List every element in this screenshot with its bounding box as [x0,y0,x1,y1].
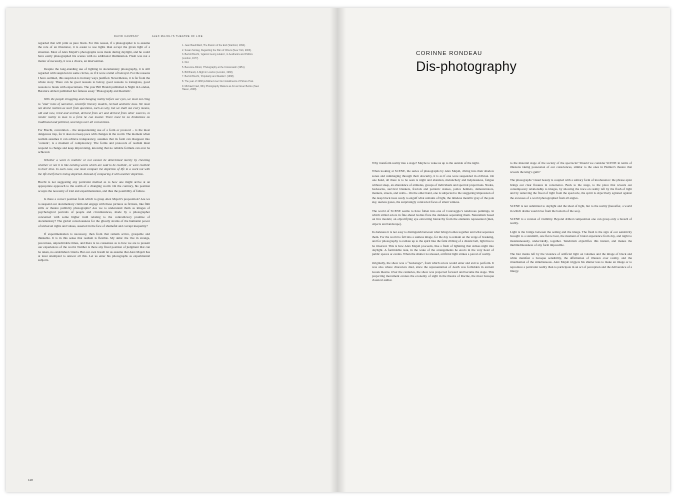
endnotes [182,44,262,93]
paragraph: The world of SCENE seems to have fallen into one of Caravaggio’s tenebrous paintings, in which stilled actors in fine ahead bodies flare the darkness separating them. Naturalism based on live models; an objectifying eye extracting hierarchy from the elements represented (men, objects and landscape). [372,208,494,226]
endnote: 4. Ibid. [182,61,190,65]
page-number: 118 [28,478,33,482]
right-column-1 [372,161,494,287]
paragraph: SCENE is not submitted to daylight and the ideal of light, but to the reality (hereafter, a world in which drama would rise from the bottom of the sea). [510,204,632,213]
paragraph: The photographs’ visual beauty is coupled with a subtary form of incoherence: the phrase aplar brings out clear fissures in conscience. Back to the stage, to the place that reveals our contemporary relationship to images, by showing the trace on reality left by the flash of light and by removing the flood of light from the spectacle, the spirit is objectively agitated against the excesses of a world photographed from all angles. [510,178,632,200]
paragraph: to the material stage of the society of the spectacle? Should we consider SCENE in terms of illusions taking possession of our consciences, similar to the ones in Hamlet’s theatre that reveals the king’s guilt? [510,161,632,174]
endnote: 7. Bertolt Brecht, ‘Popularity and Realism’ (1938). [182,75,235,79]
paragraph: In darkness it is not easy to distinguish between what brings bodies together and what separates them. For the world to fall into a sunless image, for the day to remain on the verge of breaking, and for photography to radiate up to the spirit like the faint ribbing of a distant bell, light has to be inverted. This is how Alex Majoli proceeds, like a flash of lightning that strikes night into daylight. A formidable task, in the wake of the arrangements he erects in the very heart of public spaces or events. When the shutter is released, artificial light strikes a parcel of reality. [372,230,494,257]
running-head-author: DAVID CAMPANY [114,35,139,38]
chapter-author: CORINNE RONDEAU [416,51,483,57]
paragraph: Why transform reality into a stage? Maybe to wake us up to the outside of the night. [372,161,480,165]
paragraph: Is there a correct position from which to grasp Alex Majoli’s proposition? Are we to suspend our documentary claim and engage with these pictures as fictions, like film stills or theatre publicity photographs? Are we to understand them as images of psychological portraits of people and circumstances, made by a photographer concerned with some higher truth relating to the contradictory promise of documentary? The global consciousness for the ghostly strains of the humanist power of universal rights and values, asserted in the face of shameful and corrupt inequality? [38,197,150,228]
endnote: 8. The year of 1938 published over four installments of Picture Post. [182,80,254,84]
paragraph: Light is the bridge between the setting and the image. The flash is the sign of our sensitivity brought to a standstill, one fierce beat, the moment of brutal experience from day, and night to instantaneously, undecidedly, together. Tenebrism objectifies this instant, and makes the multitudinousness of any form impossible. [510,229,632,248]
running-head [114,35,215,38]
paragraph: For Brecht, convention – the unquestioning use of a form or protocol – is the most dangerous trap, for it does not keep pace with changes in the world. The moment when realism assumes it can achieve transparency, assumes that its form can disappear into ‘content’, is a moment of complacency. The forms and protocols of realism must respond to change and keep improvising, knowing that no reliable formula can ever be achieved. [38,127,150,154]
block-quote: Whether a work is realistic or not cannot be determined merely by checking whether or not it is like existing works which are said to be realistic, or were realistic in their time. In each case, one must compare the depiction of life in a work not with the life itself that is being depicted. Instead of comparing it with another depiction. [38,158,150,176]
endnote: 3. Bertolt Brecht, ‘Against Georg Lukács’, in Aesthetics and Politics (London, 1977). [182,53,253,60]
endnote: 2. Susan Sontag, Regarding the Pain of Others (New York, 2003). [182,48,252,52]
left-main-column [38,41,150,267]
right-column-2 [510,161,632,278]
endnote: 1. Jean Baudrillard, The Illusion of the End (Stanford, 1994). [182,44,246,47]
paragraph: If experimentation is necessary, then from that remain active, graspable and thinkable. It is in this sense that realism is flexible. My aims: the live in strange, precarious, unpredictable times, and there is no consensus as to how we are to present our experiences of the world. Neither is there any fixed position of judgment that can be taken, no established criteria. But our own breath let us assume that Alex Majoli has at least attempted to answer all this. Let us enter his photographs as experimental subjects. [38,232,150,263]
endnote: 5. Berenice Abbott, ‘Photography at the Crossroads’ (1951). [182,66,246,70]
paragraph: When looking at SCENE, the series of photographs by Alex Majoli, diving into their shadow zones and rummaging through their obscurity, it is as if one were suspended in oblivion. On one hand, all there is to be seen is night and abandon, melancholy and helplessness, fatigue without sleep, an abundance of attitudes, groups of individuals and spectral projections. Nudes, backsacks, survival blankets, fractals and patriotic statues, police helmets, demonstrators, markets, streets, and walls... On the other hand, one is subjected to the staggering impression of the deep black trees ready to engulf what remains of light, the timeless metallic grey of the pale sky, useless gazes, the surprisingly contracted faces of silent witness. [372,169,494,205]
endnote: 9. Michael Fried, Why Photography Matters as Art as Never Before (New Haven, 2008). [182,84,259,92]
paragraph: Originally, the show was a “backstage”, from which actors would enter and exit to perform. It was also where characters died, since the representation of death was forbidden in ancient Greek theatre. Over the centuries, the show was projected forward and became the stage. This projecting movement evokes the economy of sight in the theatre of Racine, the most baroque classical author. [372,260,494,283]
running-head-essay: ALEX MAJOLI’S THEATRE OF LIFE [151,35,203,38]
block-quote: With the people struggling and changing reality before our eyes, we must not cling to ‘vital’ rules of narrative, scientific literary models, revived aesthetic laws. We must not devise realism as such from questions, such as why, but we shall use every means, old and new, tried and untried, derived from art and derived from other sources, to render reality to man in a form he can master. There must be no limitations on traditional and political, sovereign over all conventions. [38,97,150,124]
right-page [338,8,670,492]
paragraph: The blot marks left by the violence of artificial light on volumes and the image of black and white manifest a baroque sensibility, the affirmation of illusion over reality, and the ritualisation of the simultaneous. Alex Majoli triggers his shutter less to make an image or to reproduce a particular reality than to participate in an act of perception and the deliverance of a liturgy. [510,251,632,274]
left-page [6,8,338,492]
book-spread [6,8,670,492]
paragraph: Despite the long-standing use of lighting in documentary photography, it is still regarded with suspicion in some circles, as if it were a kind of betrayal. For the reasons I have outlined, this suspicion is in many ways justified. Nevertheless, it is far from the whole story. There can be good reasons to betray, good reasons to transgress, good reasons to break with expectations. The year Bill Brandt published A Night in London, Berenice Abbott published her famous essay ‘Photography and Realism’. [38,67,150,94]
paragraph: SCENE is a version of visibility. Beyond drilled composition one can grasp only a breach of reality. [510,217,632,226]
paragraph: regarded that will print as pure black. For this reason, if a photographer is to assume the role of an illustrator, it is easier to use lights than accept the given light of a situation. Most of Alex Majoli’s photographs were made during daylight, and he could have easily photographed his scenes with no additional illumination. Flash was not a matter of necessity, it was a choice, an intervention. [38,41,150,63]
chapter-title: Dis-photography [416,59,517,74]
endnote: 6. Bill Brandt, A Night in London (London, 1938). [182,70,234,74]
paragraph: Brecht is not suggesting any particular method as to how one might arrive at an appropriate approach to the realm of a changing world. On the contrary, his position accepts the necessity of trial and experimentation, and thus the possibility of failure. [38,179,150,193]
